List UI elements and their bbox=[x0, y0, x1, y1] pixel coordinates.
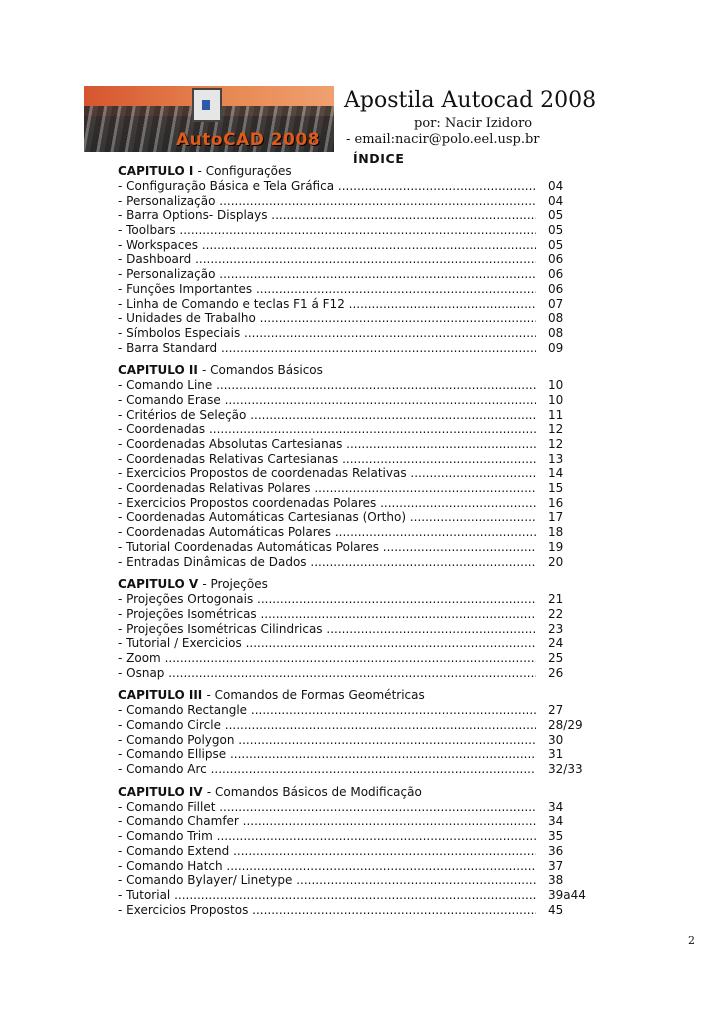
toc-entry bbox=[118, 555, 618, 570]
toc-entry-page: 08 bbox=[548, 311, 564, 326]
toc-entry bbox=[118, 341, 618, 356]
toc-entry-page: 28/29 bbox=[548, 718, 583, 732]
page-number: 2 bbox=[688, 934, 695, 947]
toc-entry-page: 31 bbox=[548, 747, 564, 762]
toc-entry-text: - Zoom ..... bbox=[118, 651, 536, 666]
toc-entry-page: 12 bbox=[548, 437, 564, 451]
chapter-title: CAPITULO II bbox=[118, 363, 198, 378]
toc-entry bbox=[118, 540, 618, 555]
chapter-subtitle: - Configurações bbox=[197, 164, 292, 178]
toc-entry-text: - Comando Fillet ..... bbox=[118, 800, 536, 815]
toc-entry-page: 10 bbox=[548, 378, 564, 393]
toc-entry bbox=[118, 326, 618, 341]
toc-entry-text: - Osnap ..... bbox=[118, 666, 536, 681]
toc-entry-text: - Comando Hatch ..... bbox=[118, 859, 536, 874]
toc-entry-page: 17 bbox=[548, 510, 564, 525]
toc-entry-page: 39a44 bbox=[548, 887, 586, 902]
chapter-subtitle: - Comandos Básicos de Modificação bbox=[206, 784, 422, 799]
chapter-heading bbox=[118, 688, 618, 703]
toc-entry-page: 34 bbox=[548, 814, 564, 829]
toc-entry bbox=[118, 510, 618, 525]
author-line: por: Nacir Izidoro bbox=[414, 116, 533, 131]
toc-entry bbox=[118, 179, 618, 194]
toc-entry bbox=[118, 378, 618, 393]
chapter-heading bbox=[118, 363, 618, 378]
chapter-heading bbox=[118, 164, 618, 179]
toc-entry bbox=[118, 703, 618, 718]
chapter-heading bbox=[118, 785, 618, 800]
toc-entry-page: 06 bbox=[548, 267, 564, 282]
toc-entry-page: 21 bbox=[548, 592, 564, 607]
toc-entry bbox=[118, 718, 618, 733]
toc-entry bbox=[118, 297, 618, 312]
toc-entry-page: 05 bbox=[548, 208, 564, 223]
chapter-subtitle: - Projeções bbox=[202, 577, 268, 592]
toc-entry bbox=[118, 800, 618, 815]
chapter-title: CAPITULO I bbox=[118, 164, 194, 178]
toc-entry-page: 37 bbox=[548, 858, 564, 873]
toc-entry-text: - Barra Standard ..... bbox=[118, 341, 536, 356]
toc-entry-page: 27 bbox=[548, 703, 564, 718]
toc-entry-text: - Comando Rectangle ..... bbox=[118, 703, 536, 718]
toc-entry bbox=[118, 466, 618, 481]
toc-entry bbox=[118, 267, 618, 282]
toc-entry-page: 26 bbox=[548, 665, 564, 680]
table-of-contents bbox=[118, 164, 618, 917]
toc-entry-page: 13 bbox=[548, 451, 564, 466]
toc-entry-text: - Entradas Dinâmicas de Dados ..... bbox=[118, 555, 536, 570]
toc-entry bbox=[118, 452, 618, 467]
toc-entry bbox=[118, 814, 618, 829]
toc-entry-page: 11 bbox=[548, 407, 564, 422]
toc-entry bbox=[118, 666, 618, 681]
toc-entry-page: 30 bbox=[548, 732, 564, 747]
toc-entry-text: - Comando Extend ..... bbox=[118, 844, 536, 859]
toc-entry-page: 22 bbox=[548, 606, 564, 621]
photo-label: AutoCAD 2008 bbox=[176, 130, 321, 150]
toc-entry-text: - Dashboard ..... bbox=[118, 252, 536, 267]
toc-entry-text: - Símbolos Especiais ..... bbox=[118, 326, 536, 341]
toc-entry-text: - Exercicios Propostos de coordenadas Relativas ..... bbox=[118, 466, 536, 481]
toc-entry-page: 16 bbox=[548, 495, 564, 510]
chapter-subtitle: - Comandos de Formas Geométricas bbox=[206, 688, 425, 703]
toc-entry-text: - Comando Arc ..... bbox=[118, 762, 536, 777]
toc-entry-page: 07 bbox=[548, 296, 564, 311]
toc-entry-text: - Comando Polygon ..... bbox=[118, 733, 536, 748]
toc-entry-text: - Tutorial ..... bbox=[118, 888, 536, 903]
toc-entry-text: - Comando Ellipse ..... bbox=[118, 747, 536, 762]
toc-entry-text: - Toolbars ..... bbox=[118, 223, 536, 238]
toc-entry bbox=[118, 859, 618, 874]
toc-entry bbox=[118, 252, 618, 267]
toc-entry-text: - Coordenadas Automáticas Cartesianas (Ortho) ..... bbox=[118, 510, 536, 525]
email-line: - email:nacir@polo.eel.usp.br bbox=[346, 132, 540, 147]
toc-entry bbox=[118, 238, 618, 253]
toc-entry-page: 04 bbox=[548, 179, 564, 193]
toc-entry bbox=[118, 282, 618, 297]
toc-entry-text: - Workspaces ..... bbox=[118, 238, 536, 253]
toc-entry-text: - Personalização ..... bbox=[118, 194, 536, 209]
toc-entry-page: 15 bbox=[548, 481, 564, 496]
toc-entry bbox=[118, 422, 618, 437]
toc-entry bbox=[118, 829, 618, 844]
toc-entry-text: - Coordenadas Relativas Polares ..... bbox=[118, 481, 536, 496]
toc-entry bbox=[118, 888, 618, 903]
toc-entry bbox=[118, 592, 618, 607]
toc-entry-text: - Projeções Isométricas ..... bbox=[118, 607, 536, 622]
toc-entry-page: 45 bbox=[548, 902, 564, 917]
toc-entry-page: 05 bbox=[548, 223, 564, 238]
toc-entry-text: - Comando Circle ..... bbox=[118, 718, 536, 733]
toc-entry-page: 20 bbox=[548, 554, 564, 569]
chapter-title: CAPITULO IV bbox=[118, 784, 203, 799]
toc-entry-page: 34 bbox=[548, 799, 564, 814]
header-photo bbox=[84, 86, 334, 152]
toc-entry bbox=[118, 437, 618, 452]
toc-entry bbox=[118, 525, 618, 540]
toc-entry bbox=[118, 762, 618, 777]
toc-entry bbox=[118, 747, 618, 762]
toc-entry-text: - Exercicios Propostos coordenadas Polares ..... bbox=[118, 496, 536, 511]
toc-entry-text: - Personalização ..... bbox=[118, 267, 536, 282]
toc-entry-text: - Coordenadas ..... bbox=[118, 422, 536, 437]
toc-entry-page: 38 bbox=[548, 873, 564, 888]
toc-entry bbox=[118, 408, 618, 423]
toc-entry bbox=[118, 393, 618, 408]
toc-entry bbox=[118, 194, 618, 209]
toc-entry-text: - Comando Chamfer ..... bbox=[118, 814, 536, 829]
toc-entry-text: - Barra Options- Displays ..... bbox=[118, 208, 536, 223]
toc-entry-page: 14 bbox=[548, 466, 564, 481]
toc-entry bbox=[118, 844, 618, 859]
toc-entry-text: - Unidades de Trabalho ..... bbox=[118, 311, 536, 326]
toc-entry-page: 25 bbox=[548, 650, 564, 665]
toc-entry-text: - Projeções Isométricas Cilindricas ..... bbox=[118, 622, 536, 637]
toc-entry-text: - Coordenadas Automáticas Polares ..... bbox=[118, 525, 536, 540]
toc-entry-text: - Tutorial / Exercicios ..... bbox=[118, 636, 536, 651]
toc-entry-page: 32/33 bbox=[548, 762, 583, 777]
toc-entry-page: 23 bbox=[548, 621, 564, 636]
toc-entry bbox=[118, 873, 618, 888]
chapter-title: CAPITULO V bbox=[118, 577, 199, 592]
toc-entry-page: 08 bbox=[548, 325, 564, 340]
toc-entry bbox=[118, 496, 618, 511]
toc-entry-page: 36 bbox=[548, 843, 564, 858]
index-title: ÍNDICE bbox=[353, 151, 405, 166]
cable-car-image bbox=[192, 88, 222, 122]
toc-entry bbox=[118, 622, 618, 637]
toc-entry bbox=[118, 208, 618, 223]
chapter-subtitle: - Comandos Básicos bbox=[202, 363, 323, 378]
toc-entry-text: - Comando Erase ..... bbox=[118, 393, 536, 408]
toc-entry bbox=[118, 311, 618, 326]
toc-entry bbox=[118, 223, 618, 238]
toc-entry-text: - Exercicios Propostos ..... bbox=[118, 903, 536, 918]
toc-entry-text: - Linha de Comando e teclas F1 á F12 ..... bbox=[118, 297, 536, 312]
toc-entry-text: - Configuração Básica e Tela Gráfica ..... bbox=[118, 179, 536, 194]
toc-entry bbox=[118, 481, 618, 496]
toc-entry-text: - Projeções Ortogonais ..... bbox=[118, 592, 536, 607]
toc-entry-page: 10 bbox=[548, 392, 564, 407]
toc-entry-text: - Funções Importantes ..... bbox=[118, 282, 536, 297]
toc-entry bbox=[118, 903, 618, 918]
toc-entry-page: 06 bbox=[548, 281, 564, 296]
toc-entry bbox=[118, 733, 618, 748]
toc-entry bbox=[118, 607, 618, 622]
toc-entry-page: 19 bbox=[548, 539, 564, 554]
toc-entry-text: - Coordenadas Relativas Cartesianas ..... bbox=[118, 452, 536, 467]
toc-entry bbox=[118, 651, 618, 666]
toc-entry-text: - Tutorial Coordenadas Automáticas Polares ..... bbox=[118, 540, 536, 555]
toc-entry-text: - Comando Bylayer/ Linetype ..... bbox=[118, 873, 536, 888]
toc-entry bbox=[118, 636, 618, 651]
toc-entry-page: 04 bbox=[548, 193, 564, 208]
toc-entry-text: - Coordenadas Absolutas Cartesianas ..... bbox=[118, 437, 536, 452]
toc-entry-page: 24 bbox=[548, 636, 564, 651]
toc-entry-page: 09 bbox=[548, 340, 564, 355]
toc-entry-text: - Comando Trim ..... bbox=[118, 829, 536, 844]
toc-entry-page: 06 bbox=[548, 252, 564, 267]
chapter-heading bbox=[118, 577, 618, 592]
toc-entry-text: - Comando Line ..... bbox=[118, 378, 536, 393]
toc-entry-page: 12 bbox=[548, 422, 564, 437]
toc-entry-page: 05 bbox=[548, 237, 564, 252]
chapter-title: CAPITULO III bbox=[118, 688, 203, 703]
toc-entry-page: 18 bbox=[548, 525, 564, 540]
toc-entry-text: - Critérios de Seleção ..... bbox=[118, 408, 536, 423]
header-banner bbox=[84, 86, 597, 152]
toc-entry-page: 35 bbox=[548, 829, 564, 844]
document-title: Apostila Autocad 2008 bbox=[344, 88, 597, 113]
